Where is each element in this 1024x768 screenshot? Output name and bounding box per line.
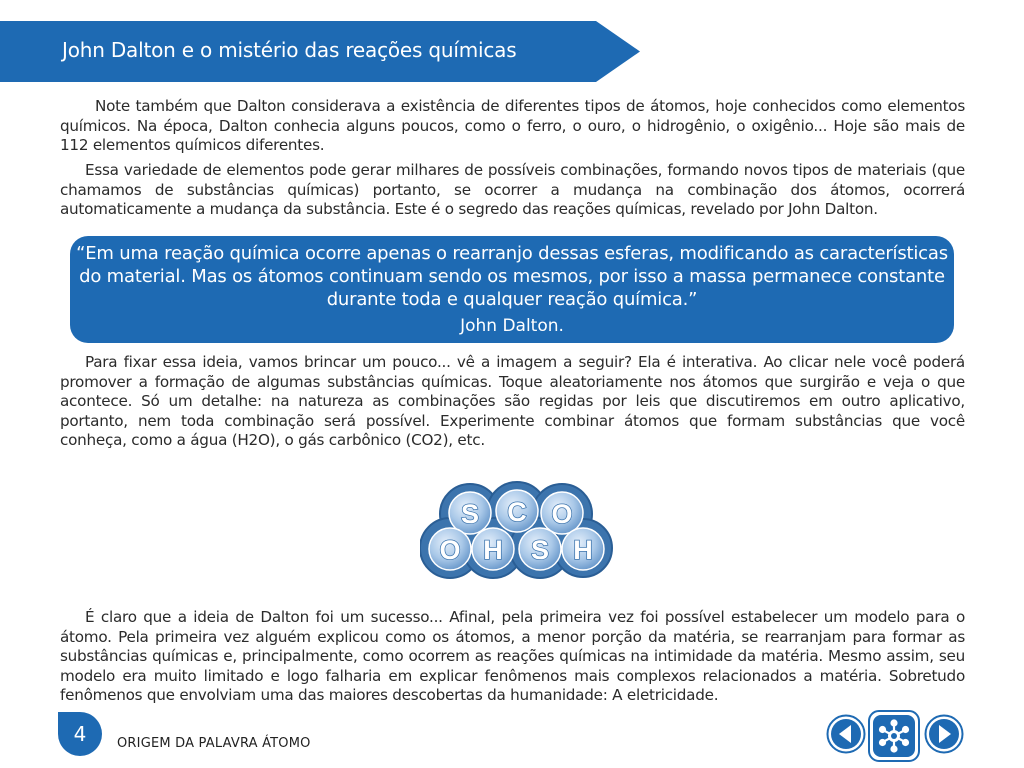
atoms-cluster [420,478,614,584]
atom-label: O [439,535,461,565]
arrow-left-icon [826,714,866,754]
home-button[interactable] [868,710,920,762]
previous-page-button[interactable] [826,714,866,754]
header-ribbon [0,21,640,82]
next-page-button[interactable] [924,714,964,754]
paragraph-intro: Note também que Dalton considerava a existência de diferentes tipos de átomos, hoje conhecidos como elementos químicos. Na época, Dalton conhecia alguns poucos, como o ferro, o ouro, o hidrogênio, o oxigênio... Hoje são mais de 112 elementos químicos diferentes. [60,97,965,154]
quote-text: “Em uma reação química ocorre apenas o rearranjo dessas esferas, modificando as características do material. Mas os átomos continuam sendo os mesmos, por isso a massa permanece constante durante toda e qualquer reação química.” [76,243,948,310]
arrow-right-icon [924,714,964,754]
atom-label: H [573,535,593,565]
atoms-interactive-image[interactable] [420,478,614,584]
molecule-icon [868,710,920,762]
atom-label: S [460,499,480,529]
atom-label: C [507,497,527,527]
page-title: John Dalton e o mistério das reações químicas [62,38,517,62]
quote-author: John Dalton. [460,316,564,336]
paragraph-conclusion: É claro que a ideia de Dalton foi um sucesso... Afinal, pela primeira vez foi possível estabelecer um modelo para o átomo. Pela primeira vez alguém explicou como os átomos, a menor porção da matéria, se rearranjam para formar as substâncias químicas e, principalmente, como ocorrem as reações químicas na intimidade da matéria. Mesmo assim, seu modelo era muito limitado e logo falharia em explicar fenômenos mais complexos relacionados a matéria. Sobretudo fenômenos que envolviam uma das maiores descobertas da humanidade: A eletricidade. [60,608,965,704]
chapter-title: ORIGEM DA PALAVRA ÁTOMO [117,736,311,751]
paragraph-interactive: Para fixar essa ideia, vamos brincar um pouco... vê a imagem a seguir? Ela é interativa. Ao clicar nele você poderá promover a formação de algumas substâncias químicas. Toque aleatoriamente nos átomos que surgirão e veja o que acontece. Só um detalhe: na natureza as combinações são regidas por leis que discutiremos em outro aplicativo, portanto, nem toda combinação será possível. Experimente combinar átomos que formam substâncias que você conheça, como a água (H2O), o gás carbônico (CO2), etc. [60,353,965,449]
atom-label: S [530,535,550,565]
atom-label: O [551,499,573,529]
atom-label: H [483,535,503,565]
page-number: 4 [73,722,87,746]
quote-box [70,236,954,343]
paragraph-combinations: Essa variedade de elementos pode gerar milhares de possíveis combinações, formando novos tipos de materiais (que chamamos de substâncias químicas) portanto, se ocorrer a mudança na combinação dos átomos, ocorrerá automaticamente a mudança da substância. Este é o segredo das reações químicas, revelado por John Dalton. [60,161,965,218]
